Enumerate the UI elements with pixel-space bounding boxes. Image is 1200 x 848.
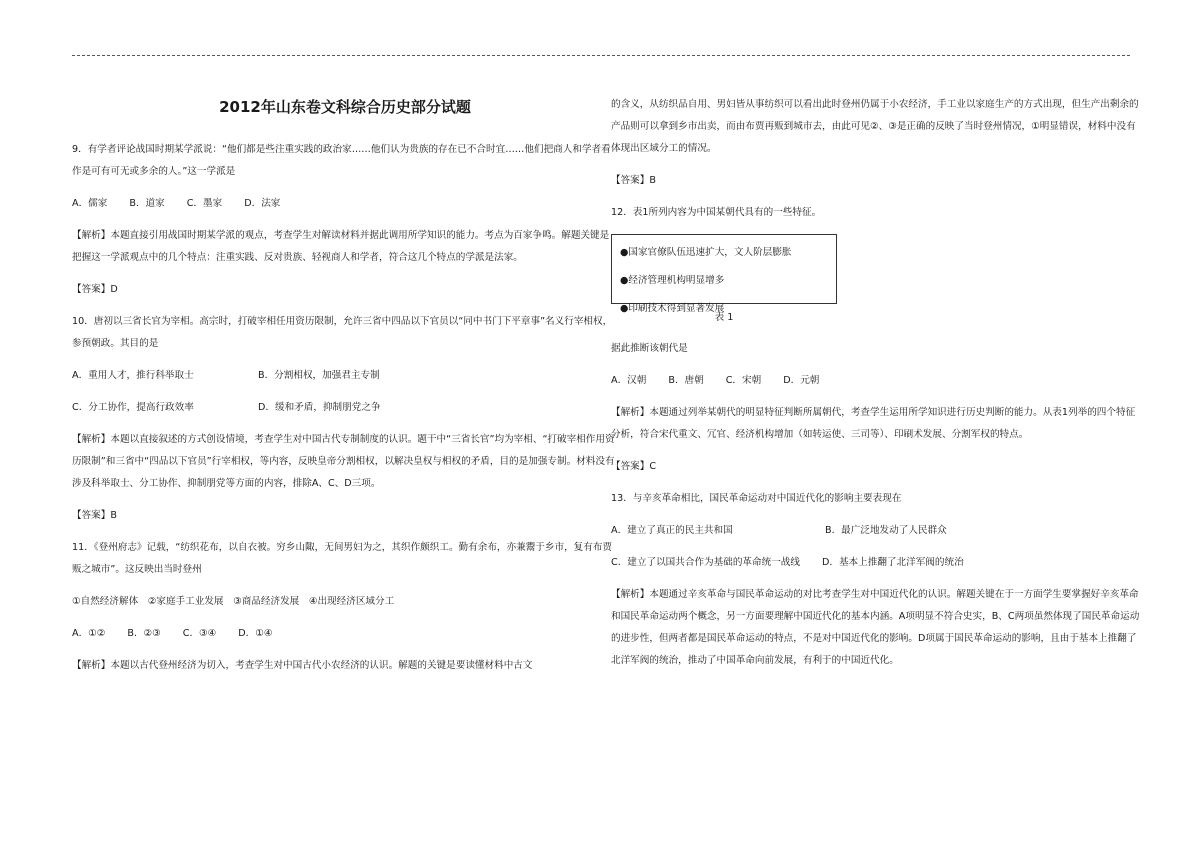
q11-analysis-continued: 的含义，从纺织品自用、男妇皆从事纺织可以看出此时登州仍属于小农经济，手工业以家庭生产的方式出现，但生产出剩余的产品则可以拿到乡市出卖，而由布贾再贩到城市去，由此可见②、③是正确的反映了当时登州情况，①明显错误，材料中没有体现出区域分工的情况。 [611, 99, 1139, 154]
header-rule [72, 55, 1130, 56]
q13-option-d: D．基本上推翻了北洋军阀的统治 [821, 557, 964, 568]
table-row: ●国家官僚队伍迅速扩大，文人阶层膨胀 [620, 247, 792, 258]
q10-option-d: D．缓和矛盾，抑制朋党之争 [258, 402, 381, 413]
page-title: 2012年山东卷文科综合历史部分试题 [219, 98, 471, 116]
q10-option-c: C．分工协作，提高行政效率 [72, 402, 194, 413]
q10-option-b: B．分割相权，加强君主专制 [258, 370, 380, 381]
table-row: ●经济管理机构明显增多 [620, 275, 725, 286]
q13-option-b: B．最广泛地发动了人民群众 [825, 525, 947, 536]
q10-options [72, 365, 618, 387]
q10-answer: 【答案】B [72, 510, 117, 521]
q12-option-c: C．宋朝 [725, 375, 762, 386]
q10-options-row2 [72, 397, 618, 419]
q9-option-c: C．墨家 [186, 198, 223, 209]
q9-option-a: A．儒家 [72, 198, 108, 209]
q13-option-c: C．建立了以国共合作为基础的革命统一战线 [611, 557, 800, 568]
q12-answer: 【答案】C [611, 461, 657, 472]
q12-options [611, 370, 1143, 392]
q11-option-d: D．①④ [238, 628, 273, 639]
q13-option-a: A．建立了真正的民主共和国 [611, 525, 733, 536]
right-column [611, 94, 1143, 682]
q11-option-c: C．③④ [182, 628, 217, 639]
q13-analysis: 【解析】本题通过辛亥革命与国民革命运动的对比考查学生对中国近代化的认识。解题关键在于一方面学生要掌握好辛亥革命和国民革命运动两个概念，另一方面要理解中国近代化的基本内涵。A项明显不符合史实，B、C两项虽然体现了国民革命运动的进步性，但两者都是国民革命运动的特点，不是对中国近代化的影响。D项属于国民革命运动的影响，且由于基本上推翻了北洋军阀的统治，推动了中国革命向前发展，有利于的中国近代化。 [611, 589, 1140, 666]
q12-option-a: A．汉朝 [611, 375, 647, 386]
q11-option-b: B．②③ [127, 628, 161, 639]
q13-options-row2 [611, 552, 1143, 574]
q12-option-b: B．唐朝 [668, 375, 704, 386]
q12-stem: 12．表1所列内容为中国某朝代具有的一些特征。 [611, 207, 822, 218]
q9-stem: 9．有学者评论战国时期某学派说：“他们都是些注重实践的政治家……他们认为贵族的存在已不合时宜……他们把商人和学者看作是可有可无或多余的人。”这一学派是 [72, 144, 611, 177]
q12-analysis: 【解析】本题通过列举某朝代的明显特征判断所属朝代，考查学生运用所学知识进行历史判断的能力。从表1列举的四个特征分析，符合宋代重文、冗官、经济机构增加（如转运使、三司等）、印刷术发展、分割军权的特点。 [611, 407, 1136, 440]
q13-stem: 13．与辛亥革命相比，国民革命运动对中国近代化的影响主要表现在 [611, 493, 902, 504]
q10-stem: 10．唐初以三省长官为宰相。高宗时，打破宰相任用资历限制，允许三省中四品以下官员以“同中书门下平章事”名义行宰相权，参预朝政。其目的是 [72, 316, 613, 349]
q9-answer: 【答案】D [72, 284, 118, 295]
q9-option-d: D．法家 [244, 198, 281, 209]
q9-analysis: 【解析】本题直接引用战国时期某学派的观点，考查学生对解读材料并据此调用所学知识的能力。考点为百家争鸣。解题关键是把握这一学派观点中的几个特点：注重实践、反对贵族、轻视商人和学者，符合这几个特点的学派是法家。 [72, 230, 610, 263]
q9-options [72, 193, 618, 215]
q10-analysis: 【解析】本题以直接叙述的方式创设情境，考查学生对中国古代专制制度的认识。题干中“三省长官”均为宰相、“打破宰相作用资历限制”和三省中“四品以下官员”行宰相权，等内容，反映皇帝分割相权，以解决皇权与相权的矛盾，目的是加强专制。材料没有涉及科举取士、分工协作、抑制朋党等方面的内容，排除A、C、D三项。 [72, 434, 615, 489]
q12-option-d: D．元朝 [783, 375, 820, 386]
q11-analysis: 【解析】本题以古代登州经济为切入，考查学生对中国古代小农经济的认识。解题的关键是要读懂材料中古文 [72, 660, 533, 671]
q13-options [611, 520, 1143, 542]
q10-option-a: A．重用人才，推行科举取士 [72, 370, 194, 381]
q11-answer: 【答案】B [611, 175, 656, 186]
left-column [72, 88, 618, 687]
q12-question: 据此推断该朝代是 [611, 343, 688, 354]
q9-option-b: B．道家 [129, 198, 165, 209]
q11-items: ①自然经济解体 ②家庭手工业发展 ③商品经济发展 ④出现经济区域分工 [72, 596, 395, 607]
table-caption: 表 1 [714, 312, 734, 323]
q11-options [72, 623, 618, 645]
table-1 [611, 234, 837, 314]
table-row: ●印刷技术得到显著发展 [620, 303, 725, 314]
q11-option-a: A．①② [72, 628, 106, 639]
q11-stem: 11．《登州府志》记载，“纺织花布，以自衣被。穷乡山陬，无间男妇为之，其织作颇织工。勤有余布，亦兼鬻于乡市，复有布贾贩之城市”。这反映出当时登州 [72, 542, 613, 575]
